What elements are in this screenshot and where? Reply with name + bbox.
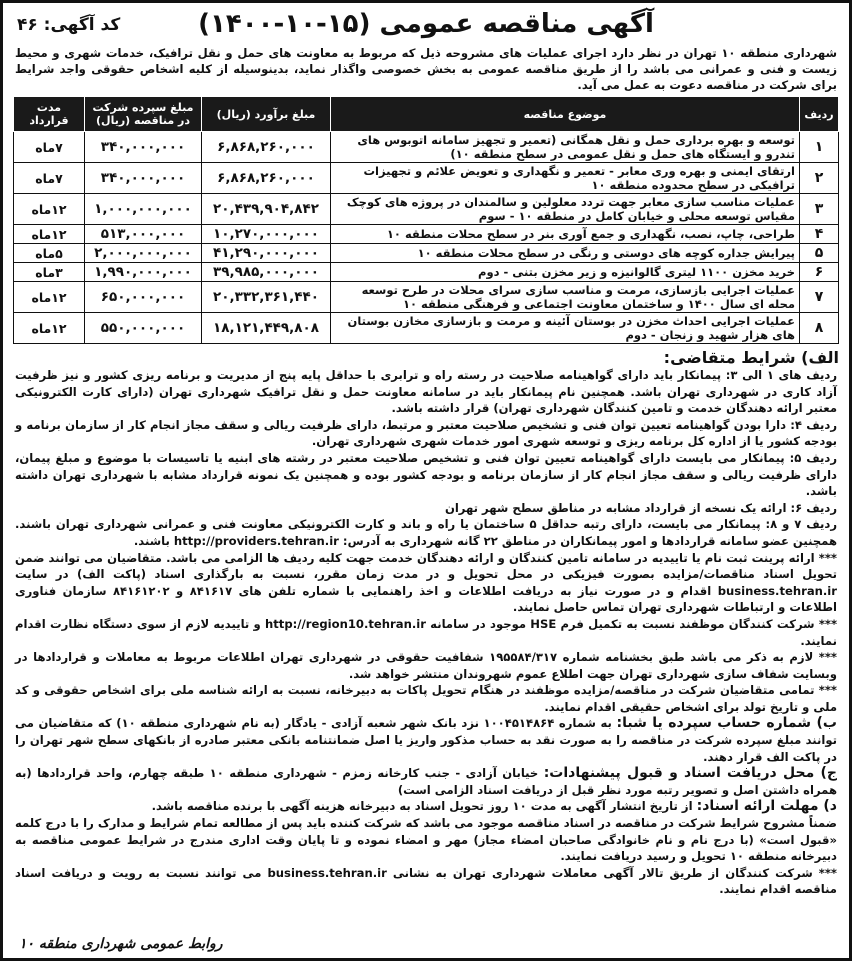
header-deposit: مبلغ سپرده شرکت در مناقصه (ریال): [85, 97, 202, 132]
section-b: [15, 715, 837, 765]
row-number: ۵: [800, 244, 839, 263]
row-subject: ارتقای ایمنی و بهره وری معابر - تعمیر و نگهداری و تعویض علائم و تجهیزات ترافیکی در سطح محدوده منطقه ۱۰: [331, 163, 800, 194]
row-duration: ۱۲ماه: [14, 282, 85, 313]
row-number: ۱: [800, 132, 839, 163]
row-duration: ۷ماه: [14, 132, 85, 163]
section-a-p8: *** لازم به ذکر می باشد طبق بخشنامه شماره ۱۹۵۵۸۴/۳۱۷ شفافیت حقوقی در شهرداری تهران اطلاعات مربوط به معاملات و قراردادها در وبسایت شفاف سازی شهرداری تهران جهت اطلاع عموم شهروندان منتشر خواهد شد.: [15, 650, 837, 681]
section-a-p5: ردیف ۷ و ۸: پیمانکار می بایست، دارای رتبه حداقل ۵ ساختمان یا راه و باند و کارت الکترونیکی معاونت فنی و عمرانی شهرداری تهران باشند. همچنین عضو سامانه قراردادها و امور پیمانکاران در مناطق ۲۲ گانه شهرداری به آدرس: http://providers.tehran.ir باشند.: [15, 517, 838, 548]
section-a-p3: ردیف ۵: پیمانکار می بایست دارای گواهینامه تعیین توان فنی و تشخیص صلاحیت معتبر در رشته های ابنیه یا تاسیسات با موضوع و مبلغ پیمان، دارای ظرفیت ریالی و سقف مجاز انجام کار از سازمان برنامه و بودجه کشور بوده و همچنین یک نمونه قرارداد مشابه با شهرداری تهران داشته باشد.: [15, 450, 837, 499]
table-row: [14, 163, 839, 194]
row-deposit: ۳۴۰,۰۰۰,۰۰۰: [85, 163, 202, 194]
header-estimate: مبلغ برآورد (ریال): [202, 97, 331, 132]
row-deposit: ۳۴۰,۰۰۰,۰۰۰: [85, 132, 202, 163]
section-c: [15, 765, 837, 798]
table-body: [14, 132, 839, 344]
row-estimate: ۶,۸۶۸,۲۶۰,۰۰۰: [202, 163, 331, 194]
footer-signature: روابط عمومی شهرداری منطقه ۱۰: [19, 936, 223, 952]
row-duration: ۵ماه: [14, 244, 85, 263]
row-deposit: ۵۱۳,۰۰۰,۰۰۰: [85, 225, 202, 244]
section-a-p2: ردیف ۴: دارا بودن گواهینامه تعیین توان فنی و تشخیص صلاحیت معتبر و مرتبط، دارای ظرفیت ریالی و سقف مجاز انجام کار از سازمان برنامه و بودجه کشور یا از اداره کل برنامه ریزی و توسعه شهری امور خدمات شهری شهرداری تهران.: [15, 417, 837, 449]
row-subject: عملیات اجرایی احداث مخزن در بوستان آئینه و مرمت و بازسازی مخازن بوستان های هزار شهید و زنجان - دوم: [331, 313, 800, 344]
section-d-p2: ضمناً مشروح شرایط شرکت در مناقصه در اسناد مناقصه موجود می باشد که شرکت کننده باید پس از مطالعه تمام شرایط و مدارک را با درج کلمه «قبول است» (با درج نام و نام خانوادگی صاحبان امضاء مجاز) مهر و امضاء نموده و تا پایان وقت اداری مندرج در شرایط عمومی مناقصه به دبیرخانه منطقه ۱۰ تحویل و رسید دریافت نمایند.: [15, 816, 837, 864]
row-number: ۴: [800, 225, 839, 244]
row-subject: پیرایش جداره کوچه های دوستی و رنگی در سطح محلات منطقه ۱۰: [331, 244, 800, 263]
page-title: آگهی مناقصه عمومی (۱۵-۱۰-۱۴۰۰): [198, 9, 654, 39]
row-subject: عملیات اجرایی بازسازی، مرمت و مناسب سازی سرای محلات در طرح توسعه محله ای سال ۱۴۰۰ و ساختمان معاونت اجتماعی و فرهنگی منطقه ۱۰: [331, 282, 800, 313]
row-subject: خرید مخزن ۱۱۰۰ لیتری گالوانیزه و زیر مخزن بتنی - دوم: [331, 263, 800, 282]
row-estimate: ۲۰,۳۳۲,۳۶۱,۴۴۰: [202, 282, 331, 313]
section-c-text: خیابان آزادی - جنب کارخانه زمزم - شهرداری منطقه ۱۰ طبقه چهارم، واحد قراردادها (به همراه داشتن اصل و تصویر رتبه مورد نظر قبل از دریافت اسناد الزامی است): [15, 766, 837, 797]
row-number: ۶: [800, 263, 839, 282]
row-duration: ۱۲ماه: [14, 313, 85, 344]
section-b-title: ب) شماره حساب سپرده یا شبا:: [616, 715, 837, 732]
ad-code: کد آگهی: ۴۶: [17, 15, 121, 35]
section-c-title: ج) محل دریافت اسناد و قبول پیشنهادات:: [543, 765, 837, 782]
table-row: [14, 225, 839, 244]
tender-table: [13, 96, 839, 344]
section-b-text: به شماره ۱۰۰۴۵۱۴۸۶۴ نزد بانک شهر شعبه آزادی - یادگار (به نام شهرداری منطقه ۱۰) که متقاضیان می توانند مبلغ سپرده شرکت در مناقصه را به صورت نقد به حساب مذکور واریز یا اصل ضمانتنامه بانکی معتبر صادره از بانکهای سطح شهر تهران را در پاکت الف قرار دهند.: [15, 716, 837, 764]
row-duration: ۱۲ماه: [14, 194, 85, 225]
table-row: [14, 132, 839, 163]
row-deposit: ۶۵۰,۰۰۰,۰۰۰: [85, 282, 202, 313]
row-estimate: ۴۱,۲۹۰,۰۰۰,۰۰۰: [202, 244, 331, 263]
row-deposit: ۲,۰۰۰,۰۰۰,۰۰۰: [85, 244, 202, 263]
row-deposit: ۵۵۰,۰۰۰,۰۰۰: [85, 313, 202, 344]
section-a-p1: ردیف های ۱ الی ۳: پیمانکار باید دارای گواهینامه صلاحیت در رسته راه و ترابری با حداقل پایه پنج از مدیریت و برنامه ریزی کشور و نیز ظرفیت آزاد کاری در شهرداری تهران باشد. همچنین نام پیمانکار باید در سامانه معاونت حمل و نقل ترافیک شهرداری تهران (دارای کارت الکترونیکی معتبر ارائه دهندگان خدمت و تامین کنندگان شهرداری تهران) قرار داشته باشد.: [15, 368, 837, 416]
section-d: [15, 798, 837, 815]
row-number: ۷: [800, 282, 839, 313]
table-row: [14, 194, 839, 225]
row-duration: ۱۲ماه: [14, 225, 85, 244]
row-estimate: ۲۰,۴۳۹,۹۰۴,۸۴۲: [202, 194, 331, 225]
table-row: [14, 263, 839, 282]
intro-text: شهرداری منطقه ۱۰ تهران در نظر دارد اجرای عملیات های مشروحه ذیل که مربوط به معاونت های حمل و نقل ترافیک، خدمات شهری و محیط زیست و فنی و عمرانی می باشد را از طریق مناقصه عمومی به بخش خصوصی واگذار نماید، بدینوسیله از کلیه اشخاص حقوقی واجد شرایط برای شرکت در مناقصه دعوت به عمل می آید.: [15, 46, 837, 92]
table-header-row: [14, 97, 839, 132]
row-estimate: ۱۰,۲۷۰,۰۰۰,۰۰۰: [202, 225, 331, 244]
row-subject: طراحی، چاپ، نصب، نگهداری و جمع آوری بنر در سطح محلات منطقه ۱۰: [331, 225, 800, 244]
row-number: ۲: [800, 163, 839, 194]
row-deposit: ۱,۹۹۰,۰۰۰,۰۰۰: [85, 263, 202, 282]
row-estimate: ۱۸,۱۲۱,۴۴۹,۸۰۸: [202, 313, 331, 344]
row-number: ۸: [800, 313, 839, 344]
row-estimate: ۳۹,۹۸۵,۰۰۰,۰۰۰: [202, 263, 331, 282]
section-a-title: الف) شرایط متقاضی:: [663, 348, 839, 367]
table-row: [14, 244, 839, 263]
row-number: ۳: [800, 194, 839, 225]
row-duration: ۷ماه: [14, 163, 85, 194]
section-d-p3: *** شرکت کنندگان از طریق تالار آگهی معاملات شهرداری تهران به نشانی business.tehran.ir می توانند نسبت به رویت و دریافت اسناد مناقصه اقدام نمایند.: [15, 865, 837, 897]
header-row-no: ردیف: [800, 97, 839, 132]
section-a-p4: ردیف ۶: ارائه یک نسخه از قرارداد مشابه در مناطق سطح شهر تهران: [444, 500, 837, 515]
row-subject: توسعه و بهره برداری حمل و نقل همگانی (تعمیر و تجهیز سامانه اتوبوس های تندرو و ایستگاه های حمل و نقل عمومی در سطح منطقه ۱۰): [331, 132, 800, 163]
row-duration: ۳ماه: [14, 263, 85, 282]
section-a-p9: *** تمامی متقاضیان شرکت در مناقصه/مزایده موظفند در هنگام تحویل پاکات به دبیرخانه، نسبت به ارائه شناسه ملی برای اشخاص حقوقی و کد ملی و تاریخ تولد برای اشخاص حقیقی اقدام نمایند.: [15, 683, 837, 714]
header-duration: مدت قرارداد: [14, 97, 85, 132]
row-deposit: ۱,۰۰۰,۰۰۰,۰۰۰: [85, 194, 202, 225]
table-row: [14, 313, 839, 344]
row-subject: عملیات مناسب سازی معابر جهت تردد معلولین و سالمندان در پروژه های کوچک مقیاس توسعه محلی و خیابان کامل در منطقه ۱۰ - سوم: [331, 194, 800, 225]
row-estimate: ۶,۸۶۸,۲۶۰,۰۰۰: [202, 132, 331, 163]
header-subject: موضوع مناقصه: [331, 97, 800, 132]
table-row: [14, 282, 839, 313]
section-a-p7: *** شرکت کنندگان موظفند نسبت به تکمیل فرم HSE موجود در سامانه http://region10.tehran.ir و تاییدیه لازم از سوی دستگاه نظارت اقدام نمایند.: [15, 616, 838, 648]
section-d-text: از تاریخ انتشار آگهی به مدت ۱۰ روز تحویل اسناد به دبیرخانه هزینه آگهی با برنده مناقصه باشد.: [151, 799, 693, 814]
section-d-title: د) مهلت ارائه اسناد:: [696, 798, 837, 815]
section-a-p6: *** ارائه پرینت ثبت نام یا تاییدیه در سامانه تامین کنندگان و ارائه دهندگان خدمت جهت کلیه ردیف ها الزامی می باشد. متقاضیان می توانند ضمن تحویل اسناد مناقصات/مزایده بصورت فیزیکی در محل تحویل و در مدت زمان مقرر، نسبت به بارگذاری اسناد (پاکت الف) در سایت business.tehran.ir اقدام و در صورت نیاز به دریافت اطلاعات و اخذ راهنمایی با شماره تلفن های ۸۴۱۶۱۷ و ۸۴۱۶۱۲۰۲ سازمان فناوری اطلاعات و ارتباطات شهرداری تهران تماس حاصل نمایند.: [15, 550, 837, 615]
